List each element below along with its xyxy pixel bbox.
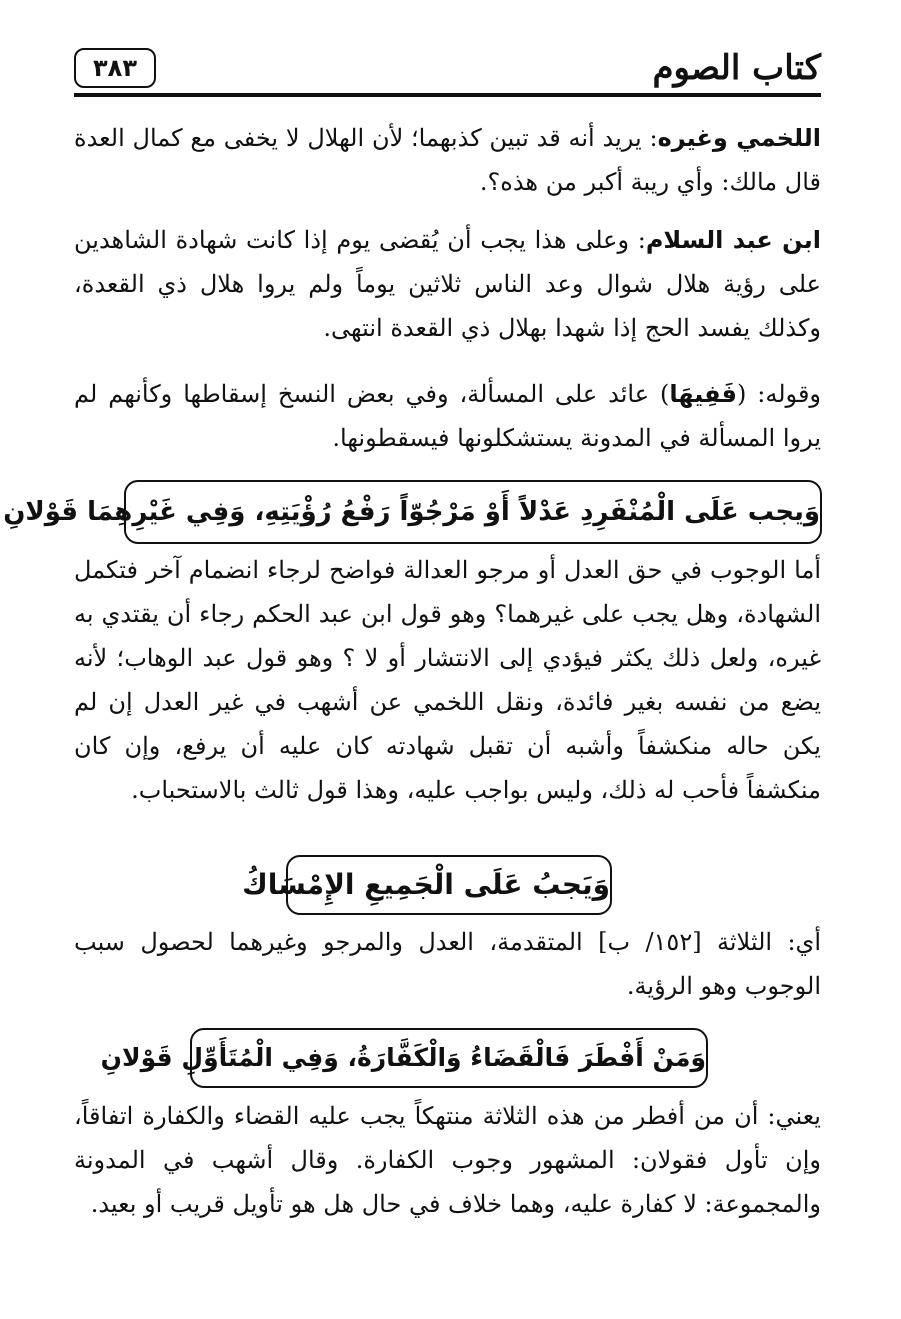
header-rule: [74, 93, 821, 97]
paragraph-text: : وعلى هذا يجب أن يُقضى يوم إذا كانت شهادة الشاهدين على رؤية هلال شوال وعد الناس ثلاثين يوماً ولم يروا هلال ذي القعدة، وكذلك يفسد الحج إذا شهدا بهلال ذي القعدة انتهى.: [74, 226, 821, 342]
paragraph-text: : يريد أنه قد تبين كذبهما؛ لأن الهلال لا يخفى مع كمال العدة قال مالك: وأي ريبة أكبر من هذه؟.: [74, 124, 821, 196]
paragraph-ibn-abd-al-salam: [74, 218, 821, 350]
paragraph-text-start: وقوله: (: [736, 380, 822, 408]
page-number: ٣٨٣: [74, 48, 156, 88]
matn-box-1: وَيجب عَلَى الْمُنْفَرِدِ عَدْلاً أَوْ مَرْجُوّاً رَفْعُ رُؤْيَتِهِ، وَفِي غَيْرِهِمَا قَوْلانِ: [124, 480, 822, 544]
paragraph-label: اللخمي وغيره: [657, 124, 822, 152]
book-title: كتاب الصوم: [652, 48, 821, 88]
paragraph-qawluhu: [74, 372, 821, 460]
page-header: [74, 44, 821, 100]
paragraph-lakhmi: [74, 116, 821, 204]
matn-box-2: وَيَجبُ عَلَى الْجَمِيعِ الإِمْسَاكُ: [286, 855, 612, 915]
paragraph-text-end: ) عائد على المسألة، وفي بعض النسخ إسقاطها وكأنهم لم يروا المسألة في المدونة يستشكلونها فيسقطونها.: [74, 380, 821, 452]
quoted-term: فَفِيهَا: [669, 380, 737, 408]
matn-box-3: وَمَنْ أَفْطَرَ فَالْقَضَاءُ وَالْكَفَّارَةُ، وَفِي الْمُتَأَوِّلِ قَوْلانِ: [190, 1028, 708, 1088]
paragraph-explanation-3: يعني: أن من أفطر من هذه الثلاثة منتهكاً يجب عليه القضاء والكفارة اتفاقاً، وإن تأول فقولان: المشهور وجوب الكفارة. وقال أشهب في المدونة والمجموعة: لا كفارة عليه، وهما خلاف في حال هل هو تأويل قريب أو بعيد.: [74, 1102, 821, 1218]
paragraph-explanation-1: أما الوجوب في حق العدل أو مرجو العدالة فواضح لرجاء انضمام آخر فتكمل الشهادة، وهل يجب على غيرهما؟ وهو قول ابن عبد الحكم رجاء أن يقتدي به غيره، ولعل ذلك يكثر فيؤدي إلى الانتشار أو لا ؟ وهو قول عبد الوهاب؛ لأنه يضع من نفسه بغير فائدة، ونقل اللخمي عن أشهب في غير العدل إن لم يكن حاله منكشفاً وأشبه أن تقبل شهادته كان عليه أن يرفع، وإن كان منكشفاً فأحب له ذلك، وليس بواجب عليه، وهذا قول ثالث بالاستحباب.: [74, 556, 821, 804]
paragraph-label: ابن عبد السلام: [645, 226, 822, 254]
paragraph-explanation-2: أي: الثلاثة [١٥٢/ ب] المتقدمة، العدل والمرجو وغيرهما لحصول سبب الوجوب وهو الرؤية.: [74, 928, 822, 1000]
